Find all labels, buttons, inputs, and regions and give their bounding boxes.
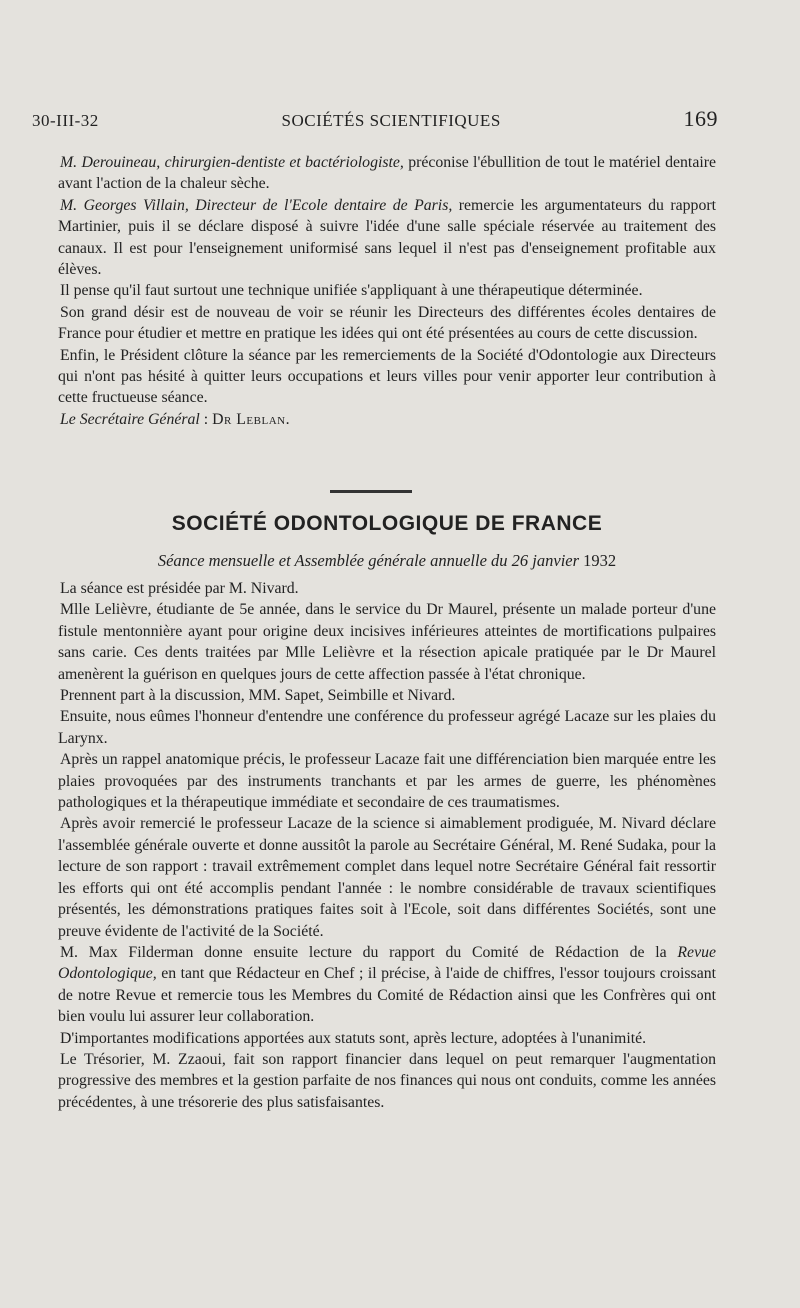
paragraph: Ensuite, nous eûmes l'honneur d'entendre une conférence du professeur agrégé Lacaze sur les plaies du Larynx. — [58, 708, 716, 747]
paragraph: Après avoir remercié le professeur Lacaze de la science si aimablement prodiguée, M. Nivard déclare l'assemblée générale ouverte et donne aussitôt la parole au Secrétaire Général, M. René Sudaka, pour la lecture de son rapport : travail extrêmement complet dans lequel notre Secrétaire Général fait ressortir les efforts qui ont été accomplis pendant l'année : le nombre considérable de travaux scientifiques présentés, les démonstrations pratiques faites soit à l'Ecole, soit dans différentes Sociétés, sont une preuve évidente de l'activité de la Société. — [58, 815, 716, 940]
paragraph: Après un rappel anatomique précis, le professeur Lacaze fait une différenciation bien marquée entre les plaies provoquées par des instruments tranchants et par les armes de guerre, les phénomènes pathologiques et la thérapeutique immédiate et secondaire de ces traumatismes. — [58, 751, 716, 812]
paragraph — [58, 152, 716, 195]
paragraph: Le Trésorier, M. Zzaoui, fait son rapport financier dans lequel on peut remarquer l'augmentation progressive des membres et la gestion parfaite de nos finances qui nous ont conduits, comme les années précédentes, à une trésorerie des plus satisfaisantes. — [58, 1050, 716, 1111]
subtitle-text: Séance mensuelle et Assemblée générale annuelle du 26 janvier — [157, 551, 580, 570]
signature — [58, 409, 716, 430]
minutes-continuation — [58, 152, 716, 430]
paragraph-text: M. Max Filderman donne ensuite lecture du rapport du Comité de Rédaction de la — [60, 943, 678, 961]
paragraph-text: en tant que Rédacteur en Chef ; il précise, à l'aide de chiffres, l'essor toujours croissant de notre Revue et remercie tous les Membres du Comité de Rédaction ainsi que les Confrères qui ont bien voulu lui assurer leur collaboration. — [58, 965, 716, 1026]
paragraph: Il pense qu'il faut surtout une technique unifiée s'appliquant à une thérapeutique déterminée. — [60, 282, 643, 300]
section-subtitle — [58, 551, 716, 571]
paragraph: Prennent part à la discussion, MM. Sapet, Seimbille et Nivard. — [60, 687, 456, 705]
running-header — [32, 106, 718, 132]
header-date: 30-III-32 — [32, 111, 99, 130]
section-divider — [330, 490, 412, 493]
paragraph — [58, 942, 716, 1028]
page-number: 169 — [683, 106, 718, 131]
journal-name: Revue Odontologique, — [58, 943, 716, 983]
signature-name: Dr Leblan. — [212, 410, 291, 428]
speaker-name: M. Georges Villain, Directeur de l'Ecole dentaire de Paris, — [60, 196, 453, 214]
paragraph-text: préconise l'ébullition de tout le matériel dentaire avant l'action de la chaleur sèche. — [58, 154, 716, 193]
speaker-name: M. Derouineau, chirurgien-dentiste et bactériologiste, — [60, 154, 404, 171]
society-minutes — [58, 578, 716, 1113]
subtitle-year: 1932 — [579, 551, 617, 570]
running-title: SOCIÉTÉS SCIENTIFIQUES — [281, 111, 501, 130]
paragraph — [58, 195, 716, 281]
paragraph: D'importantes modifications apportées aux statuts sont, après lecture, adoptées à l'unanimité. — [60, 1029, 647, 1047]
paragraph: Enfin, le Président clôture la séance par les remerciements de la Société d'Odontologie aux Directeurs qui n'ont pas hésité à quitter leurs occupations et leurs villes pour venir apporter leur contribution à cette fructueuse séance. — [58, 346, 716, 407]
signature-title: Le Secrétaire Général — [60, 410, 200, 428]
paragraph: La séance est présidée par M. Nivard. — [60, 580, 299, 597]
paragraph: Mlle Lelièvre, étudiante de 5e année, dans le service du Dr Maurel, présente un malade porteur d'une fistule mentonnière ayant pour origine deux incisives inférieures atteintes de mortifications pulpaires sans carie. Ces dents traitées par Mlle Lelièvre et la résection apicale pratiquée par le Dr Maurel amenèrent la guérison en quelques jours de cette affection passée à l'état chronique. — [58, 601, 716, 683]
section-title: SOCIÉTÉ ODONTOLOGIQUE DE FRANCE — [171, 512, 603, 535]
paragraph: Son grand désir est de nouveau de voir se réunir les Directeurs des différentes écoles dentaires de France pour étudier et mettre en pratique les idées qui ont été présentées au cours de cette discussion. — [58, 303, 716, 343]
signature-separator: : — [199, 410, 213, 428]
paragraph-text: remercie les argumentateurs du rapport Martinier, puis il se déclare disposé à suivre l'idée d'une salle spéciale réservée au traitement des canaux. Il est pour l'enseignement uniformisé sans lequel il n'est pas d'enseignement profitable aux élèves. — [58, 196, 716, 279]
